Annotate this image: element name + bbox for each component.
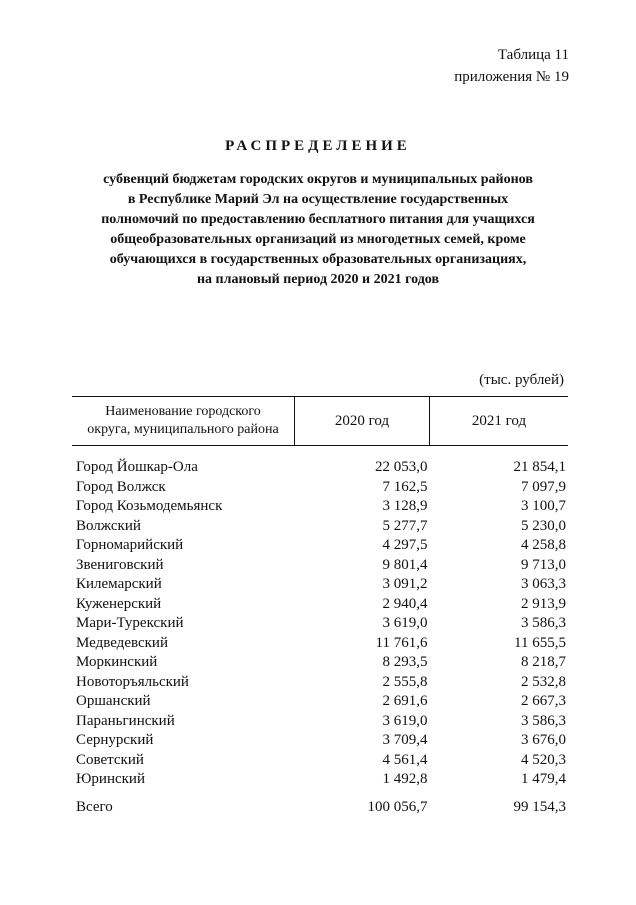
value-2020-cell: 2 940,4	[382, 595, 428, 612]
table-header-row	[72, 397, 568, 446]
column-header-name-line: Наименование городского	[105, 404, 261, 419]
table-row	[72, 712, 568, 732]
value-2021-cell: 2 532,8	[521, 673, 566, 690]
table-row	[72, 517, 568, 537]
value-2020-cell: 2 691,6	[382, 693, 428, 709]
table-body	[72, 446, 568, 818]
value-2020-cell: 4 297,5	[382, 537, 428, 553]
table-row	[72, 575, 568, 595]
total-row	[72, 798, 568, 818]
district-name-cell: Килемарский	[76, 576, 162, 592]
district-name-cell: Город Козьмодемьянск	[76, 498, 223, 514]
subtitle-line: полномочий по предоставлению бесплатного питания для учащихся	[101, 212, 535, 227]
table-row	[72, 751, 568, 771]
table-spacer	[72, 446, 568, 459]
column-header-2021: 2021 год	[430, 397, 569, 446]
value-2021-cell: 2 913,9	[521, 595, 566, 612]
value-2021-cell: 4 520,3	[521, 751, 566, 768]
district-name-cell: Медведевский	[76, 634, 168, 651]
district-name-cell: Всего	[76, 798, 113, 815]
value-2021-cell: 11 655,5	[514, 634, 566, 651]
total-spacer	[72, 790, 568, 798]
table-row	[72, 595, 568, 615]
district-name-cell: Оршанский	[76, 693, 151, 709]
table-row	[72, 536, 568, 556]
value-2021-cell: 7 097,9	[521, 478, 566, 495]
value-2020-cell: 3 619,0	[382, 712, 428, 729]
district-name-cell: Параньгинский	[76, 712, 175, 729]
value-2020-cell: 4 561,4	[382, 751, 428, 768]
district-name-cell: Волжский	[76, 517, 141, 534]
district-name-cell: Звениговский	[76, 556, 164, 573]
subtitle-line: в Республике Марий Эл на осуществление государственных	[127, 192, 509, 207]
value-2021-cell: 3 586,3	[521, 615, 566, 631]
value-2021-cell: 2 667,3	[521, 693, 566, 709]
district-name-cell: Город Волжск	[76, 478, 166, 495]
value-2020-cell: 1 492,8	[382, 771, 428, 787]
distribution-table	[72, 396, 568, 817]
value-2020-cell: 3 619,0	[382, 615, 428, 631]
column-header-name-line: округа, муниципального района	[87, 422, 279, 437]
table-row	[72, 478, 568, 498]
value-2020-cell: 8 293,5	[382, 654, 428, 670]
value-2021-cell: 9 713,0	[521, 556, 566, 573]
table-row	[72, 458, 568, 478]
table-label: Таблица 11	[497, 47, 569, 63]
document-subtitle	[60, 170, 576, 290]
value-2021-cell: 3 063,3	[521, 576, 566, 592]
column-header-name	[72, 397, 295, 446]
subtitle-line: на плановый период 2020 и 2021 годов	[196, 272, 440, 287]
district-name-cell: Горномарийский	[76, 537, 184, 553]
value-2021-cell: 99 154,3	[513, 798, 566, 815]
value-2020-cell: 2 555,8	[382, 673, 428, 690]
document-title: РАСПРЕДЕЛЕНИЕ	[225, 138, 411, 154]
value-2021-cell: 4 258,8	[521, 537, 566, 553]
value-2020-cell: 11 761,6	[375, 634, 428, 651]
value-2020-cell: 100 056,7	[367, 798, 428, 815]
value-2021-cell: 1 479,4	[521, 771, 566, 787]
district-name-cell: Куженерский	[76, 595, 162, 612]
district-name-cell: Юринский	[76, 771, 145, 787]
column-header-2020: 2020 год	[295, 397, 430, 446]
value-2020-cell: 3 709,4	[382, 732, 428, 748]
table-reference	[454, 44, 569, 88]
subtitle-line: субвенций бюджетам городских округов и муниципальных районов	[103, 172, 533, 187]
units-label: (тыс. рублей)	[479, 372, 564, 388]
value-2021-cell: 3 586,3	[521, 712, 566, 729]
value-2021-cell: 5 230,0	[521, 517, 566, 534]
subtitle-line: обучающихся в государственных образовательных организациях,	[109, 252, 527, 267]
district-name-cell: Моркинский	[76, 654, 158, 670]
district-name-cell: Советский	[76, 751, 144, 768]
table-row	[72, 497, 568, 517]
value-2020-cell: 22 053,0	[375, 459, 428, 475]
district-name-cell: Город Йошкар-Ола	[76, 459, 198, 475]
value-2021-cell: 3 100,7	[521, 498, 566, 514]
table-row	[72, 614, 568, 634]
value-2021-cell: 3 676,0	[521, 732, 566, 748]
table-row	[72, 770, 568, 790]
value-2020-cell: 3 091,2	[382, 576, 428, 592]
value-2020-cell: 3 128,9	[382, 498, 428, 514]
table-row	[72, 634, 568, 654]
table-row	[72, 731, 568, 751]
value-2020-cell: 9 801,4	[382, 556, 428, 573]
subtitle-line: общеобразовательных организаций из многодетных семей, кроме	[110, 232, 526, 247]
table-row	[72, 692, 568, 712]
district-name-cell: Мари-Турекский	[76, 615, 184, 631]
value-2020-cell: 7 162,5	[382, 478, 428, 495]
district-name-cell: Новоторъяльский	[76, 673, 189, 690]
district-name-cell: Сернурский	[76, 732, 154, 748]
table-row	[72, 673, 568, 693]
table-row	[72, 556, 568, 576]
value-2021-cell: 21 854,1	[513, 459, 566, 475]
value-2021-cell: 8 218,7	[521, 654, 566, 670]
appendix-label: приложения № 19	[454, 69, 569, 85]
table-row	[72, 653, 568, 673]
value-2020-cell: 5 277,7	[382, 517, 428, 534]
